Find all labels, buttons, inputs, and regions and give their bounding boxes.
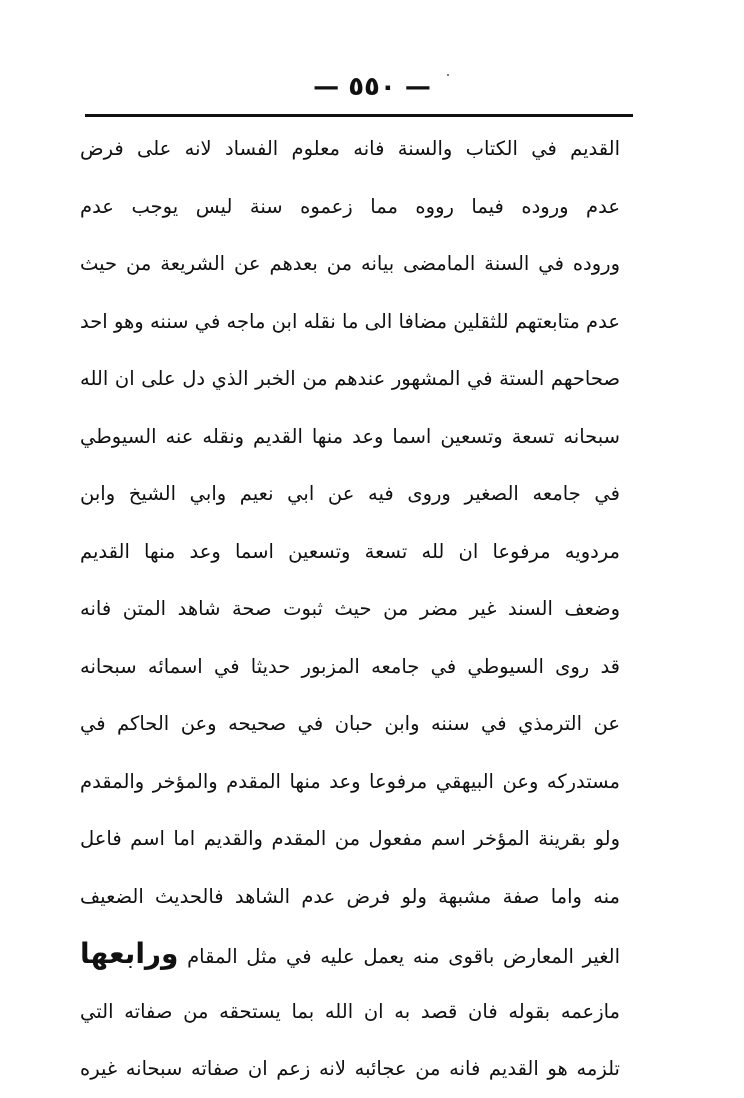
text-line: منه واما صفة مشبهة ولو فرض عدم الشاهد فالحديث الضعيف bbox=[80, 884, 620, 908]
text-line-with-emphasis bbox=[80, 925, 620, 983]
text-line: تلزمه هو القديم فانه من عجائبه لانه زعم ان صفاته سبحانه غيره bbox=[80, 1057, 620, 1080]
text-line: مردويه مرفوعا ان لله تسعة وتسعين اسما وعد منها القديم bbox=[80, 539, 620, 563]
section-heading-word: ورابعها bbox=[80, 937, 179, 970]
header-rule bbox=[85, 114, 633, 117]
text-segment: الغير المعارض باقوى منه يعمل عليه في مثل المقام bbox=[187, 945, 620, 968]
text-line: صحاحهم الستة في المشهور عندهم من الخبر الذي دل على ان الله bbox=[80, 367, 620, 390]
text-line: وروده في السنة المامضى بيانه من بعدهم عن الشريعة من حيث bbox=[80, 252, 620, 275]
text-line: عدم وروده فيما رووه مما زعموه سنة ليس يوجب عدم bbox=[80, 194, 620, 218]
text-line: ولو بقرينة المؤخر اسم مفعول من المقدم والقديم اما اسم فاعل bbox=[80, 827, 620, 850]
text-line: قد روى السيوطي في جامعه المزبور حديثا في اسمائه سبحانه bbox=[80, 654, 620, 678]
page-number: — ٥٥٠ — bbox=[313, 72, 431, 102]
text-line: وضعف السند غير مضر من حيث ثبوت صحة شاهد المتن فانه bbox=[80, 597, 620, 620]
text-line: القديم في الكتاب والسنة فانه معلوم الفساد لانه على فرض bbox=[80, 137, 620, 160]
text-line: عدم متابعتهم للثقلين مضافا الى ما نقله ابن ماجه في سننه وهو احد bbox=[80, 309, 620, 333]
text-line: مستدركه وعن البيهقي مرفوعا وعد منها المقدم والمؤخر والمقدم bbox=[80, 769, 620, 793]
text-line: في جامعه الصغير وروى فيه عن ابي نعيم وابي الشيخ وابن bbox=[80, 482, 620, 505]
text-line: مازعمه بقوله فان قصد به ان الله بما يستحقه من صفاته التي bbox=[80, 999, 620, 1023]
text-line: سبحانه تسعة وتسعين اسما وعد منها القديم ونقله عنه السيوطي bbox=[80, 424, 620, 448]
text-line: عن الترمذي في سننه وابن حبان في صحيحه وعن الحاكم في bbox=[80, 712, 620, 735]
body-text bbox=[80, 120, 620, 1098]
